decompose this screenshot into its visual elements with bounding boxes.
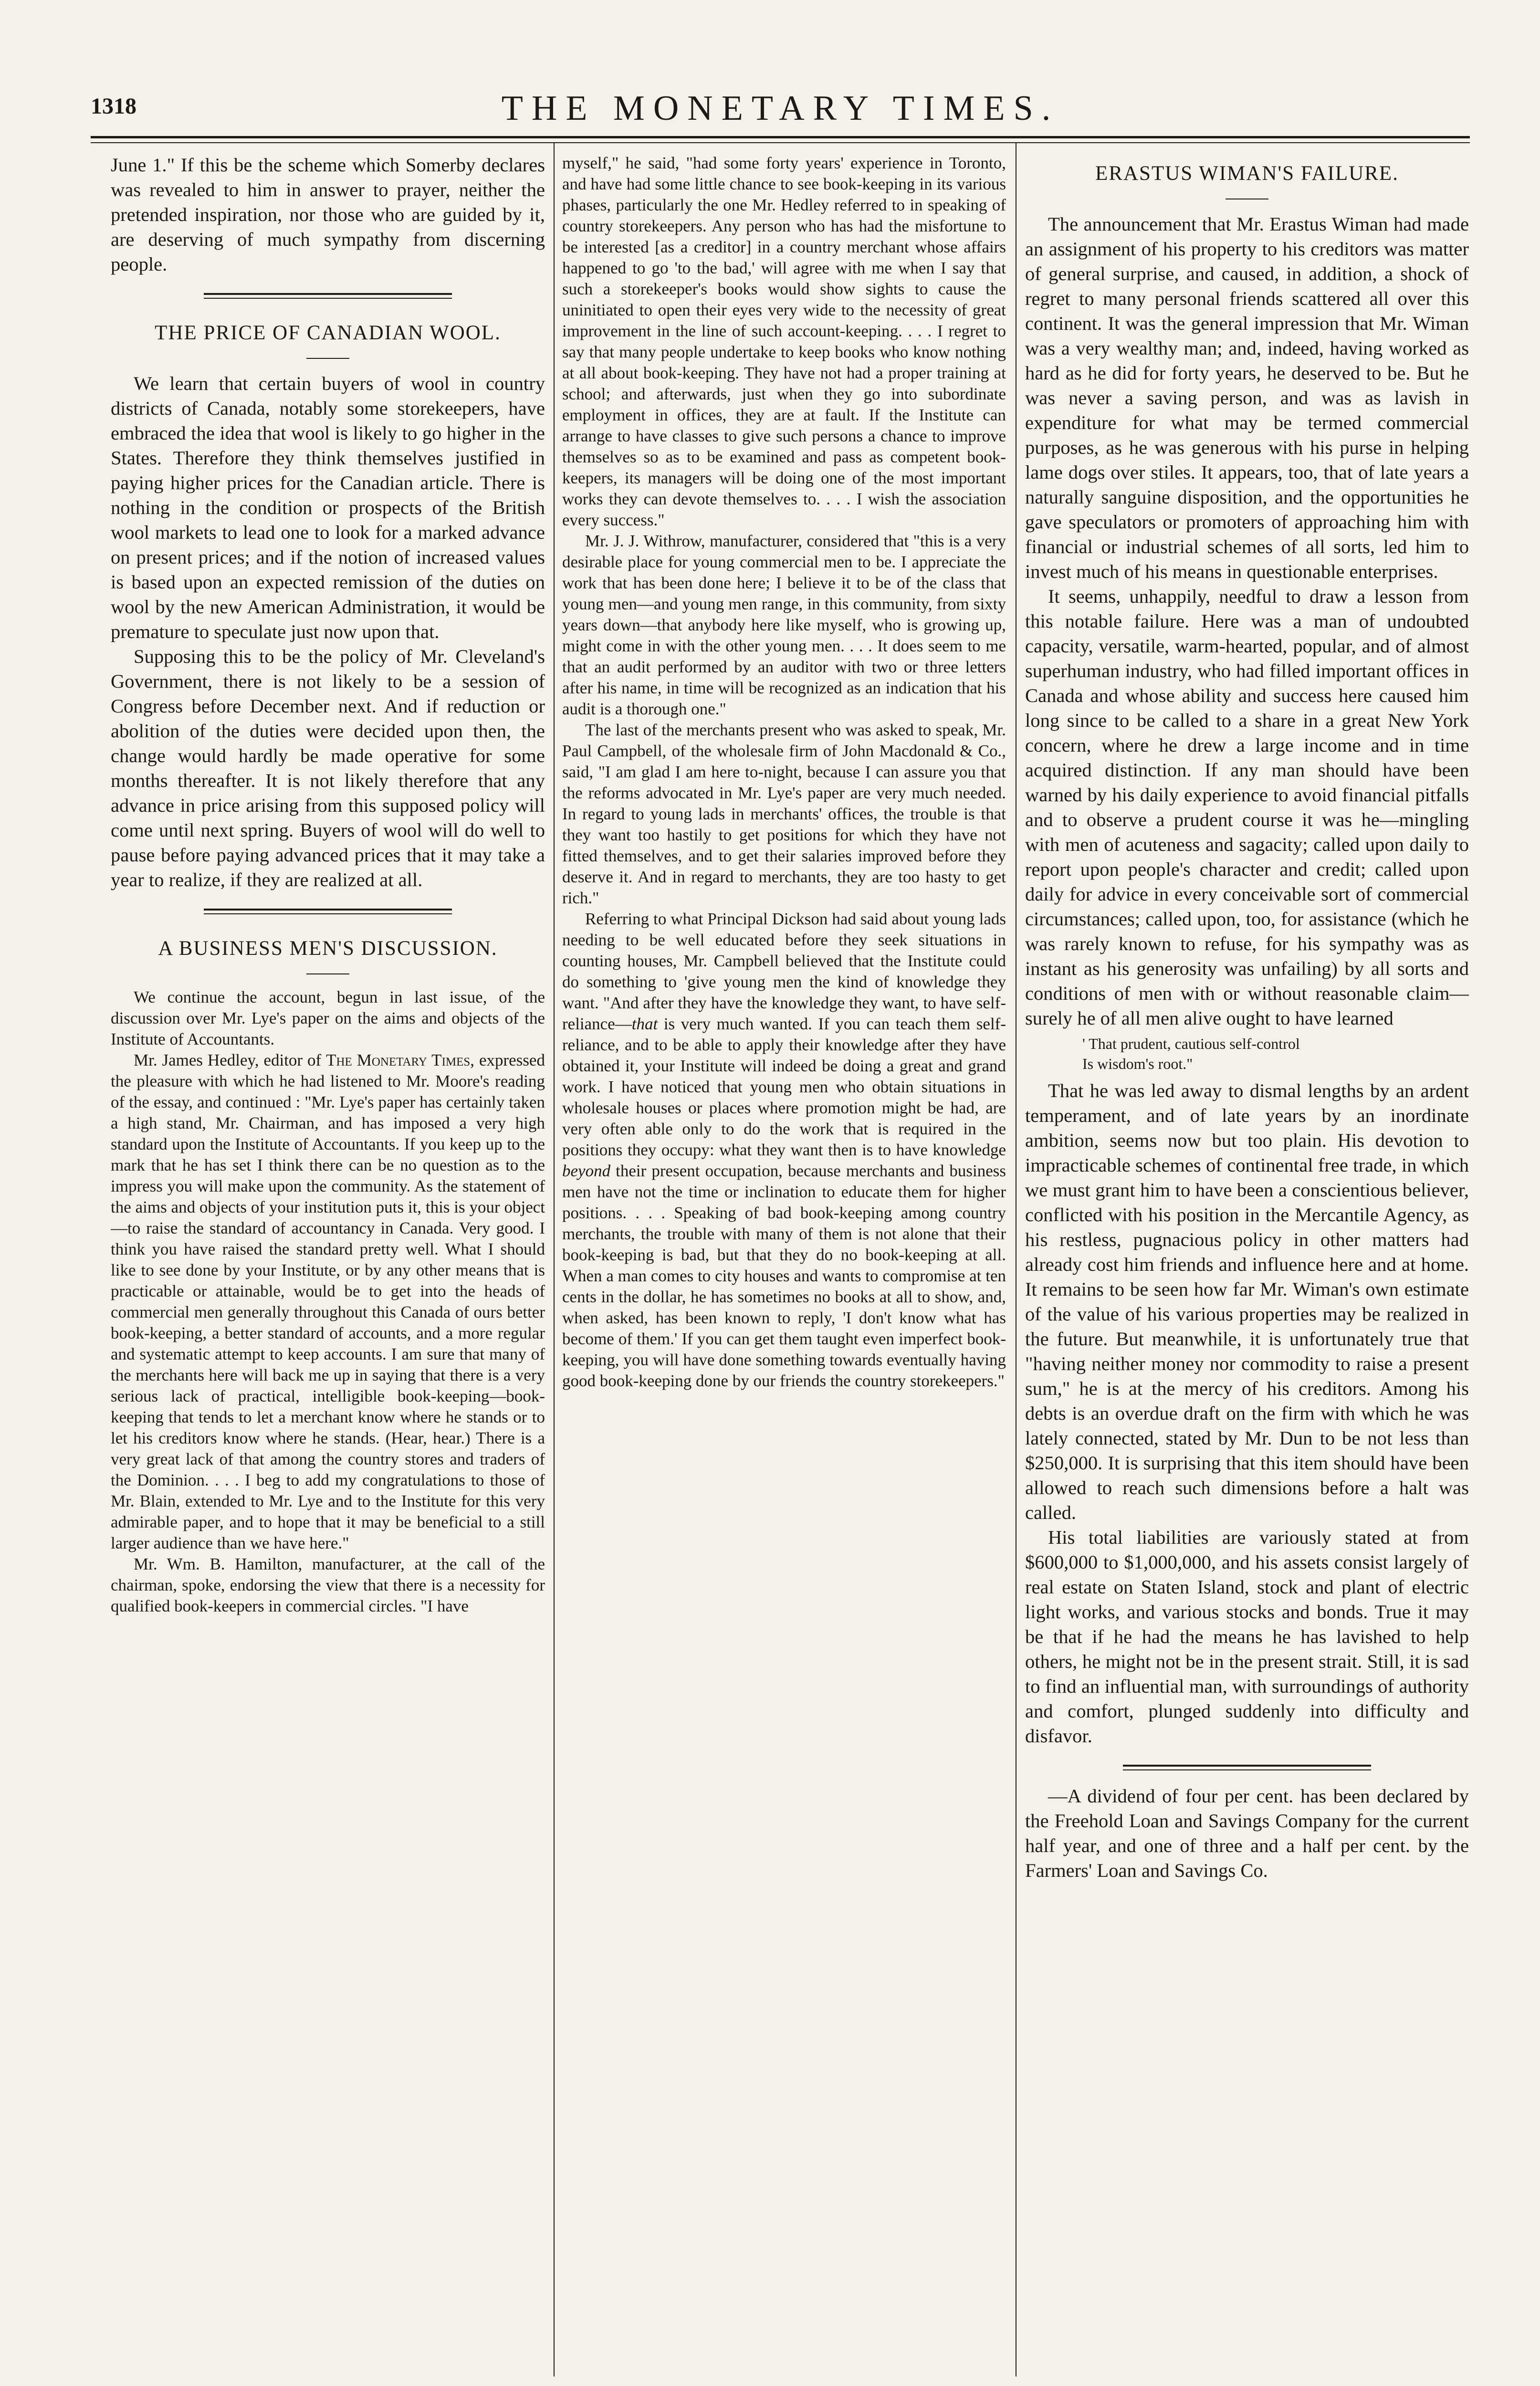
business-paragraph: Mr. James Hedley, editor of The Monetary Times, expressed the pleasure with which he had listened to Mr. Moore's reading of the essay, and continued : "Mr. Lye's paper has certainly taken a high stand, Mr. Chairman, and has imposed a very high standard upon the Institute of Accountants. If you keep up to the mark that he has set I think there can be no question as to the impress you will make upon the community. As the statement of the aims and objects of your institution puts it, this is your object—to raise the standard of accountancy in Canada. Very good. I think you have raised the standard pretty well. What I should like to see done by your Institute, or by any other means that is practicable or attainable, would be to get into the heads of commercial men generally throughout this Canada of ours better book-keeping, a better standard of accounts, and a more regular and systematic attempt to keep accounts. I am sure that many of the merchants here will back me up in saying that there is a very serious lack of practical, intelligible book-keeping—book-keeping that tends to let a merchant know where he stands or to let his creditors know where he stands. (Hear, hear.) There is a very great lack of that among the country stores and traders of the Dominion. . . . I beg to add my congratulations to those of Mr. Blain, extended to Mr. Lye and to the Institute for this very admirable paper, and to hope that it may be beneficial to a still larger audience than we have here." — [111, 1051, 545, 1552]
article-title-business: A BUSINESS MEN'S DISCUSSION. — [158, 937, 498, 960]
section-separator — [204, 293, 452, 299]
header-rule — [91, 136, 1470, 138]
page-number: 1318 — [91, 94, 136, 119]
discussion-paragraph: Referring to what Principal Dickson had said about young lads needing to be well educated before they seek situations in counting houses, Mr. Campbell believed that the Institute could do something to 'give young men the kind of knowledge they want. "And after they have the knowledge they want, to have self-reliance—that is very much wanted. If you can teach them self-reliance, and to be able to apply their knowledge after they have obtained it, your Institute will indeed be doing a great and grand work. I have noticed that young men who obtain situations in wholesale houses or places where promotion might be had, are very often able only to do the work that is required in the positions they occupy: what they want then is to have knowledge beyond their present occupation, because merchants and business men have not the time or inclination to educate them for higher positions. . . . Speaking of bad book-keeping among country merchants, the trouble with many of them is not alone that their book-keeping is bad, but that they do no book-keeping at all. When a man comes to city houses and wants to compromise at ten cents in the dollar, he has sometimes no books at all to show, and, when asked, has been known to reply, 'I don't know what has become of them.' If you can get them taught even imperfect book-keeping, you will have done something towards eventually having good book-keeping done by our friends the country storekeepers." — [562, 910, 1006, 1390]
wool-paragraph: We learn that certain buyers of wool in country districts of Canada, notably some storekeepers, have embraced the idea that wool is likely to go higher in the States. Therefore they think themselves justified in paying higher prices for the Canadian article. There is nothing in the condition or prospects of the British wool markets to lead one to look for a marked advance on present prices; and if the notion of increased values is based upon an expected remission of the duties on wool by the new American Administration, it would be premature to speculate just now upon that. — [111, 373, 545, 642]
header-rule-thin — [91, 142, 1470, 143]
section-separator — [204, 909, 452, 914]
wiman-paragraph: It seems, unhappily, needful to draw a lesson from this notable failure. Here was a man of undoubted capacity, versatile, warm-hearted, popular, and of almost superhuman industry, who had filled important offices in Canada and whose ability and success here caused him long since to be called to a share in a great New York concern, where he drew a large income and in time acquired distinction. If any man should have been warned by his daily experience to avoid financial pitfalls and to observe a prudent course it was he—mingling with men of acuteness and sagacity; called upon daily to report upon people's character and credit; called upon daily for advice in every conceivable sort of commercial circumstances; called upon, too, for assistance (which he was rarely known to refuse, for his sympathy was as instant as his generosity was unfailing) by all sorts and conditions of men with or without reasonable claim—surely he of all men alive ought to have learned — [1025, 586, 1469, 1029]
publication-name: The Monetary Times — [326, 1051, 471, 1069]
column-right — [1025, 153, 1469, 2367]
column-divider — [554, 143, 555, 2376]
page-header — [91, 79, 1470, 141]
article-title-wool: THE PRICE OF CANADIAN WOOL. — [155, 322, 501, 344]
dividend-note: —A dividend of four per cent. has been declared by the Freehold Loan and Savings Company for the current half year, and one of three and a half per cent. by the Farmers' Loan and Savings Co. — [1025, 1785, 1469, 1881]
discussion-paragraph: myself," he said, "had some forty years' experience in Toronto, and have had some little chance to see book-keeping in its various phases, particularly the one Mr. Hedley referred to in speaking of country storekeepers. Any person who has had the misfortune to be interested [as a creditor] in a country merchant whose affairs happened to go 'to the bad,' will agree with me when I say that such a storekeeper's books would show sights to cause the uninitiated to open their eyes very wide to the necessity of great improvement in the line of such account-keeping. . . . I regret to say that many people undertake to keep books who know nothing at all about book-keeping. They have not had a proper training at school; and afterwards, just when they go into subordinate employment in offices, they are at fault. If the Institute can arrange to have classes to give such persons a chance to improve themselves so as to be examined and pass as competent book-keepers, its managers will be doing one of the most important works they can devote themselves to. . . . I wish the association every success." — [562, 154, 1006, 529]
masthead-title: THE MONETARY TIMES. — [501, 89, 1059, 128]
title-dash — [306, 358, 349, 359]
business-paragraph: Mr. Wm. B. Hamilton, manufacturer, at the call of the chairman, spoke, endorsing the view that there is a necessity for qualified book-keepers in commercial circles. "I have — [111, 1555, 545, 1615]
wiman-paragraph: His total liabilities are variously stated at from $600,000 to $1,000,000, and his assets consist largely of real estate on Staten Island, stock and plant of electric light works, and various stocks and bonds. True it may be that if he had the means he has lavished to help others, he might not be in the present strait. Still, it is sad to find an influential man, with surroundings of authority and comfort, plunged suddenly into difficulty and disfavor. — [1025, 1527, 1469, 1747]
article-title-wiman: ERASTUS WIMAN'S FAILURE. — [1095, 162, 1399, 185]
column-middle — [562, 153, 1006, 2348]
title-dash — [306, 973, 349, 974]
wool-paragraph: Supposing this to be the policy of Mr. Cleveland's Government, there is not likely to be a session of Congress before December next. And if reduction or abolition of the duties were decided upon then, the change would hardly be made operative for some months thereafter. It is not likely therefore that any advance in price arising from this supposed policy will come until next spring. Buyers of wool will do well to pause before paying advanced prices that it may take a year to realize, if they are realized at all. — [111, 646, 545, 890]
wiman-paragraph: The announcement that Mr. Erastus Wiman had made an assignment of his property to his creditors was matter of general surprise, and caused, in addition, a shock of regret to many personal friends scattered all over this continent. It was the general impression that Mr. Wiman was a very wealthy man; and, indeed, having worked as hard as he did for forty years, he deserved to be. But he was never a saving person, and was as lavish in expenditure for what may be termed commercial purposes, as he was generous with his purse in helping lame dogs over stiles. It appears, too, that of late years a naturally sanguine disposition, and the opportunities he gave speculators or promoters of approaching him with financial or industrial schemes of all sorts, led him to invest much of his means in questionable enterprises. — [1025, 213, 1469, 582]
continued-paragraph: June 1." If this be the scheme which Somerby declares was revealed to him in answer to prayer, neither the pretended inspiration, nor those who are guided by it, are deserving of much sympathy from discerning people. — [111, 154, 545, 275]
verse-quote: ' That prudent, cautious self-control Is wisdom's root." — [1082, 1035, 1300, 1072]
section-separator — [1123, 1765, 1371, 1770]
wiman-paragraph: That he was led away to dismal lengths by an ardent temperament, and of late years by an inordinate ambition, seems now but too plain. His devotion to impracticable schemes of continental free trade, in which we must grant him to have been a conscientious believer, conflicted with his position in the Mercantile Agency, as his restless, pugnacious policy in other matters had already cost him friends and influence here and at home. It remains to be seen how far Mr. Wiman's own estimate of the value of his various properties may be realized in the future. But meanwhile, it is unfortunately true that "having neither money nor commodity to raise a present sum," he is at the mercy of his creditors. Among his debts is an overdue draft on the firm with which he was lately connected, stated by Mr. Dun to be not less than $250,000. It is surprising that this item should have been allowed to reach such dimensions before a halt was called. — [1025, 1080, 1469, 1523]
business-paragraph: We continue the account, begun in last issue, of the discussion over Mr. Lye's paper on the aims and objects of the Institute of Accountants. — [111, 988, 545, 1048]
discussion-paragraph: The last of the merchants present who was asked to speak, Mr. Paul Campbell, of the wholesale firm of John Macdonald & Co., said, "I am glad I am here to-night, because I can assure you that the reforms advocated in Mr. Lye's paper are very much needed. In regard to young lads in merchants' offices, the trouble is that they want too hastily to get positions for which they have not fitted themselves, and to get their salaries improved before they deserve it. And in regard to merchants, they are too hasty to get rich." — [562, 721, 1006, 907]
column-left — [111, 153, 545, 2348]
discussion-paragraph: Mr. J. J. Withrow, manufacturer, considered that "this is a very desirable place for young commercial men to be. I appreciate the work that has been done here; I believe it to be of the class that young men—and young men range, in this community, from sixty years down—that anybody here like myself, who is growing up, might come in with the other young men. . . . It does seem to me that an audit performed by an auditor with two or three letters after his name, in time will be recognized as an indication that his audit is a thorough one." — [562, 532, 1006, 718]
